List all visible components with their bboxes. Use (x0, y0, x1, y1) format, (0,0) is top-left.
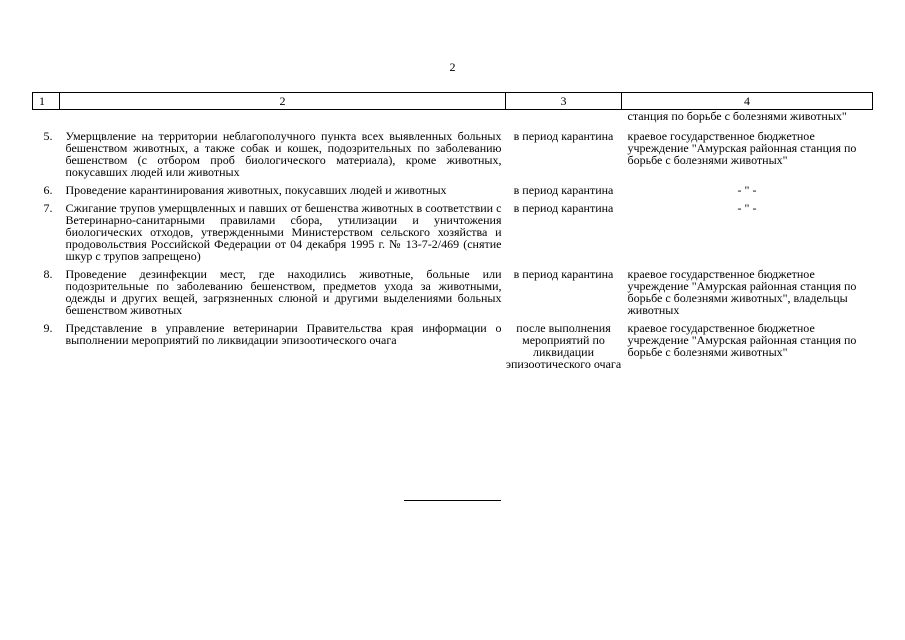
carryover-executor: станция по борьбе с болезнями животных" (627, 109, 847, 123)
table-row (33, 184, 873, 202)
row-number: 8. (43, 267, 53, 281)
table-row (33, 268, 873, 322)
carryover-num (33, 110, 60, 131)
row-executor: - " - (737, 201, 757, 215)
row-task: Представление в управление ветеринарии Правительства края информации о выполнении мероприятий по ликвидации эпизоотического очага (65, 321, 502, 347)
row-task: Сжигание трупов умерщвленных и павших от бешенства животных в соответствии с Ветеринарно-санитарными правилами сбора, утилизации и уничтожения биологических отходов, утвержденными Министерством сельского хозяйства и продовольствия Российской Федерации от 04 декабря 1995 г. № 13-7-2/469 (снятие шкур с трупов запрещено) (65, 201, 502, 263)
table-row (33, 322, 873, 376)
row-number: 5. (43, 129, 53, 143)
row-term: в период карантина (513, 267, 614, 281)
row-executor: краевое государственное бюджетное учреждение "Амурская районная станция по борьбе с болезнями животных", владельцы животных (627, 267, 857, 317)
table-row (33, 202, 873, 268)
row-number: 7. (43, 201, 53, 215)
row-term: в период карантина (513, 183, 614, 197)
row-executor: краевое государственное бюджетное учреждение "Амурская районная станция по борьбе с болезнями животных" (627, 129, 857, 167)
carryover-row (33, 110, 873, 131)
header-col-1: 1 (33, 93, 60, 110)
column-number-header (33, 93, 873, 110)
row-term: в период карантина (513, 129, 614, 143)
measures-table (32, 92, 873, 376)
row-term: в период карантина (513, 201, 614, 215)
carryover-term (506, 110, 622, 131)
row-number: 6. (43, 183, 53, 197)
page-number: 2 (449, 60, 456, 74)
row-number: 9. (43, 321, 53, 335)
row-term: после выполнения мероприятий по ликвидации эпизоотического очага (505, 321, 622, 371)
end-of-document-divider (404, 500, 501, 501)
row-executor: - " - (737, 183, 757, 197)
header-col-4: 4 (622, 93, 873, 110)
row-task: Умерщвление на территории неблагополучного пункта всех выявленных больных бешенством животных, а также собак и кошек, подозрительных по заболеванию бешенством (с отбором проб биологического материала), кроме животных, покусавших людей или животных (65, 129, 502, 179)
table-row (33, 130, 873, 184)
row-executor: краевое государственное бюджетное учреждение "Амурская районная станция по борьбе с болезнями животных" (627, 321, 857, 359)
header-col-3: 3 (506, 93, 622, 110)
row-task: Проведение дезинфекции мест, где находились животные, больные или подозрительные по заболеванию бешенством, предметов ухода за животными, одежды и других вещей, загрязненных слюной и другими выделениями больных бешенством животных (65, 267, 502, 317)
header-col-2: 2 (60, 93, 506, 110)
row-task: Проведение карантинирования животных, покусавших людей и животных (65, 183, 447, 197)
carryover-task (60, 110, 506, 131)
